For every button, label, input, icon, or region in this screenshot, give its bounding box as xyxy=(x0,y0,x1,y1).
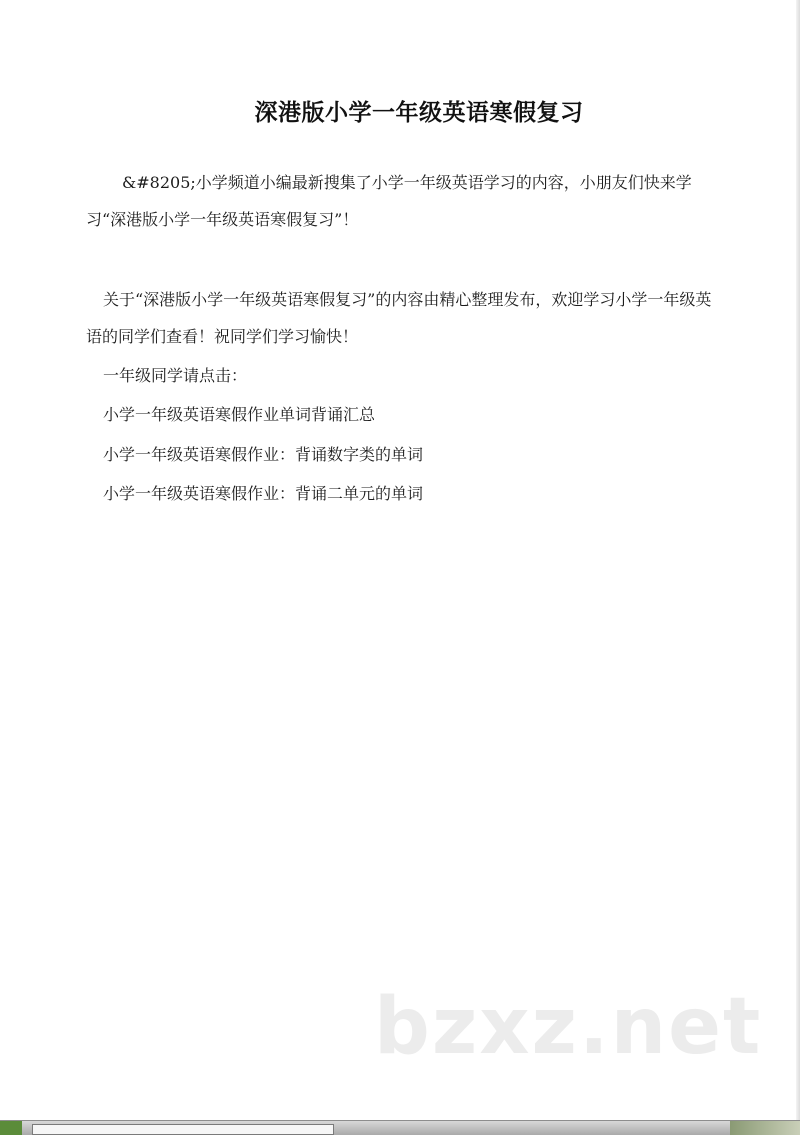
article-link[interactable]: 小学一年级英语寒假作业单词背诵汇总 xyxy=(103,405,376,424)
start-button[interactable] xyxy=(0,1121,22,1135)
taskbar xyxy=(0,1120,800,1135)
click-prompt: 一年级同学请点击： xyxy=(103,366,248,385)
document-title: 深港版小学一年级英语寒假复习 xyxy=(254,100,584,126)
intro-paragraph: &#8205;小学频道小编最新搜集了小学一年级英语学习的内容，小朋友们快来学习“深港版小学一年级英语寒假复习”！ xyxy=(86,173,692,229)
about-paragraph: 关于“深港版小学一年级英语寒假复习”的内容由精心整理发布，欢迎学习小学一年级英语的同学们查看！祝同学们学习愉快！ xyxy=(86,290,712,346)
watermark: bzxz.net xyxy=(374,982,763,1072)
page-edge xyxy=(796,0,800,1120)
article-link[interactable]: 小学一年级英语寒假作业：背诵二单元的单词 xyxy=(103,484,424,503)
tray-area xyxy=(730,1121,800,1135)
article-link[interactable]: 小学一年级英语寒假作业：背诵数字类的单词 xyxy=(103,445,424,464)
taskbar-field[interactable] xyxy=(32,1124,334,1135)
